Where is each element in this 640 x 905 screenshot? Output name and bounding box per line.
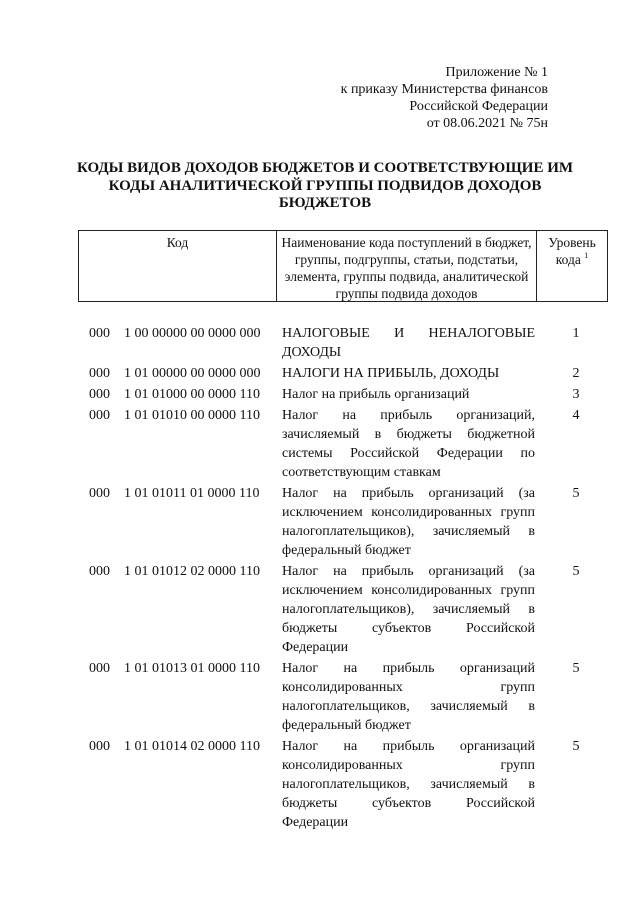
row-name: Налог на прибыль организаций	[282, 387, 470, 402]
header-level	[537, 231, 607, 301]
table-body	[0, 324, 640, 834]
row-level: 2	[572, 366, 580, 381]
table-row	[0, 364, 640, 383]
row-name: НАЛОГИ НА ПРИБЫЛЬ, ДОХОДЫ	[282, 366, 500, 381]
row-name: Налог на прибыль организаций (за исключением консолидированных групп налогоплательщиков), зачисляемый в бюджеты субъектов Российской Федерации	[282, 564, 535, 655]
row-name: Налог на прибыль организаций (за исключением консолидированных групп налогоплательщиков), зачисляемый в федеральный бюджет	[282, 486, 535, 558]
title-line: БЮДЖЕТОВ	[278, 195, 372, 211]
row-name: Налог на прибыль организаций консолидированных групп налогоплательщиков, зачисляемый в федеральный бюджет	[282, 661, 535, 733]
appendix-line: от 08.06.2021 № 75н	[426, 116, 548, 131]
document-title	[40, 160, 610, 213]
row-level: 4	[572, 408, 580, 423]
row-admin-code: 000	[89, 564, 110, 579]
table-row	[0, 385, 640, 404]
table-row	[0, 737, 640, 832]
row-admin-code: 000	[89, 739, 110, 754]
row-level: 1	[572, 326, 580, 341]
row-admin-code: 000	[89, 326, 110, 341]
appendix-line: к приказу Министерства финансов	[340, 82, 548, 97]
table-row	[0, 659, 640, 735]
row-code: 1 01 01011 01 0000 110	[124, 486, 260, 501]
row-name: НАЛОГОВЫЕ И НЕНАЛОГОВЫЕ ДОХОДЫ	[282, 326, 535, 360]
title-line: КОДЫ АНАЛИТИЧЕСКОЙ ГРУППЫ ПОДВИДОВ ДОХОДОВ	[108, 177, 542, 194]
table-row	[0, 406, 640, 482]
row-code: 1 01 00000 00 0000 000	[124, 366, 261, 381]
row-code: 1 01 01000 00 0000 110	[124, 387, 260, 402]
table-row	[0, 484, 640, 560]
row-code: 1 01 01010 00 0000 110	[124, 408, 260, 423]
appendix-line: Российской Федерации	[409, 99, 548, 114]
row-level: 5	[572, 661, 580, 676]
appendix-block	[341, 64, 548, 132]
row-admin-code: 000	[89, 387, 110, 402]
table-row	[0, 324, 640, 362]
row-name: Налог на прибыль организаций, зачисляемый в бюджеты бюджетной системы Российской Федерации по соответствующим ставкам	[282, 408, 535, 480]
header-level-label: Уровень кода	[548, 235, 596, 267]
title-line: КОДЫ ВИДОВ ДОХОДОВ БЮДЖЕТОВ И СООТВЕТСТВУЮЩИЕ ИМ	[76, 160, 574, 176]
row-code: 1 01 01014 02 0000 110	[124, 739, 260, 754]
row-level: 5	[572, 486, 580, 501]
footnote-marker: 1	[584, 251, 589, 260]
row-admin-code: 000	[89, 366, 110, 381]
header-name	[277, 231, 537, 301]
header-code	[79, 231, 277, 301]
appendix-line: Приложение № 1	[445, 65, 548, 80]
table-row	[0, 562, 640, 657]
header-code-label: Код	[166, 235, 189, 250]
row-code: 1 01 01013 01 0000 110	[124, 661, 260, 676]
row-admin-code: 000	[89, 408, 110, 423]
row-level: 3	[572, 387, 580, 402]
row-name: Налог на прибыль организаций консолидированных групп налогоплательщиков, зачисляемый в бюджеты субъектов Российской Федерации	[282, 739, 535, 830]
row-admin-code: 000	[89, 661, 110, 676]
row-admin-code: 000	[89, 486, 110, 501]
row-level: 5	[572, 564, 580, 579]
header-name-label: Наименование кода поступлений в бюджет, группы, подгруппы, статьи, подстатьи, элемента, группы подвида, аналитической группы подвида доходов	[281, 235, 532, 301]
table-header	[78, 230, 608, 302]
row-code: 1 00 00000 00 0000 000	[124, 326, 261, 341]
row-code: 1 01 01012 02 0000 110	[124, 564, 260, 579]
row-level: 5	[572, 739, 580, 754]
